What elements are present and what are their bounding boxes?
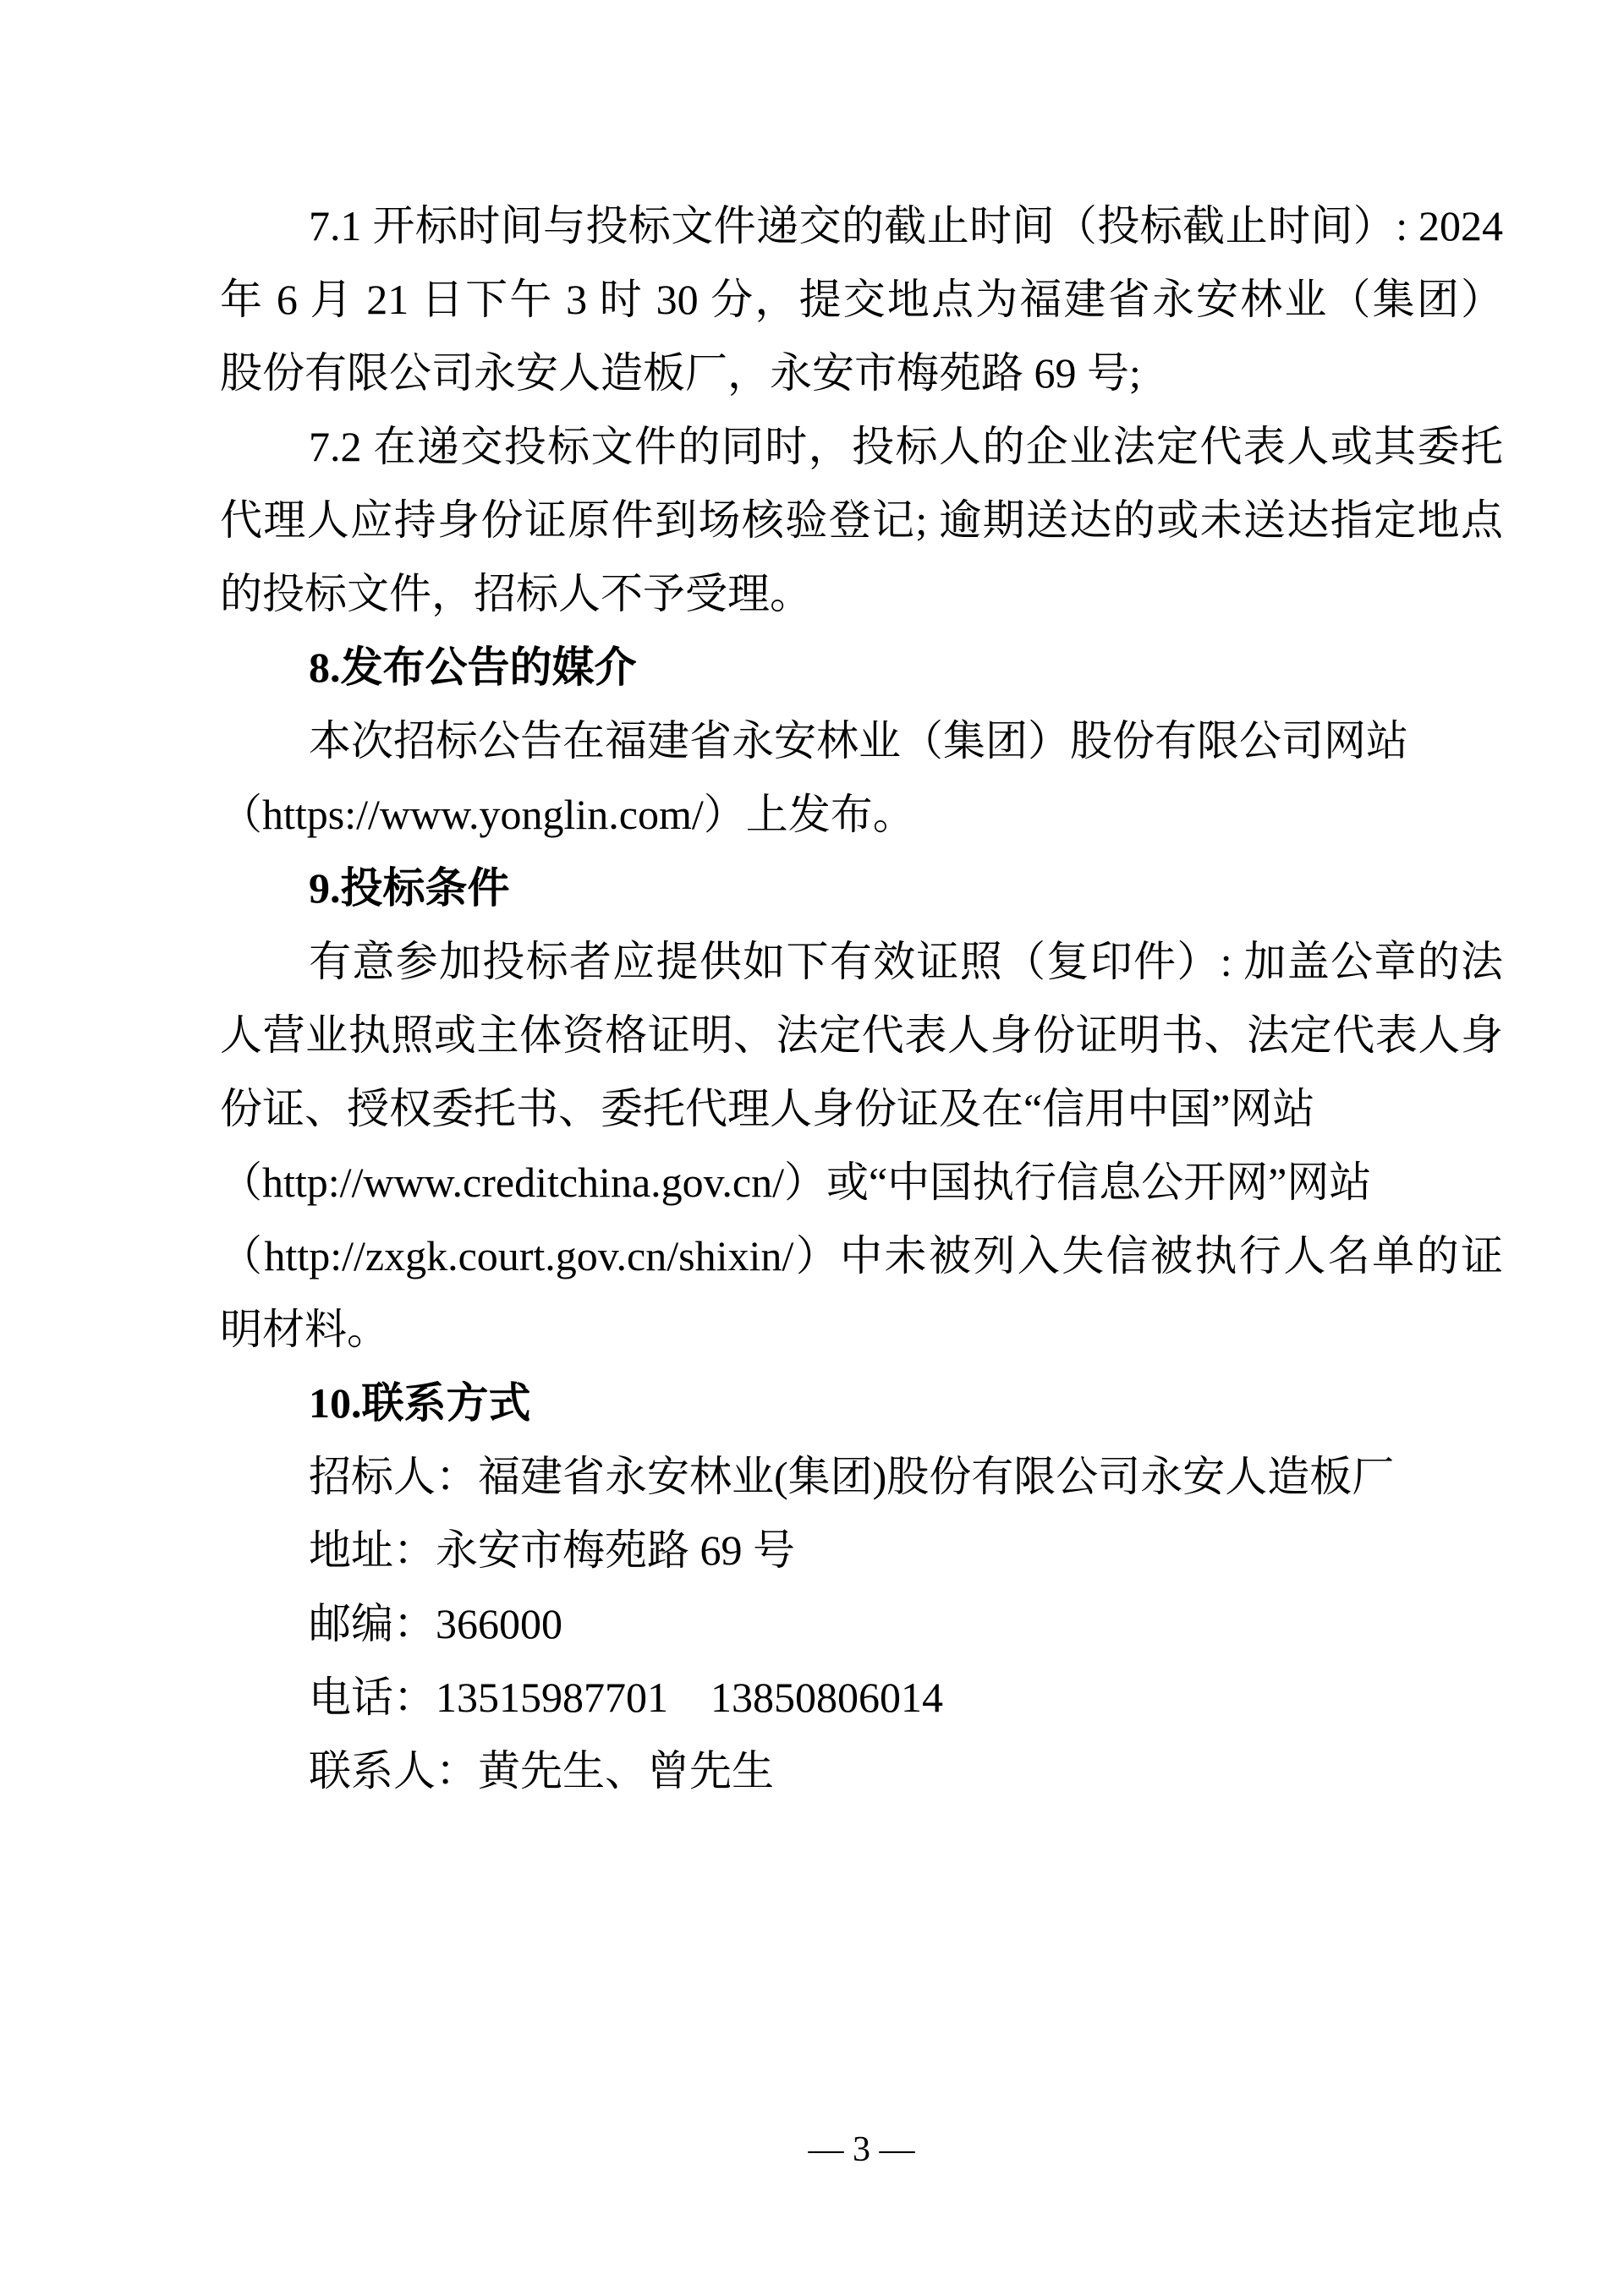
section-8-line: 本次招标公告在福建省永安林业（集团）股份有限公司网站 [309,717,1408,764]
clause-7-2-line: 代理人应持身份证原件到场核验登记; 逾期送达的或未送达指定地点 [220,496,1503,544]
heading-section-10: 10.联系方式 [309,1379,531,1427]
clause-7-1-line: 年 6 月 21 日下午 3 时 30 分，提交地点为福建省永安林业（集团） [220,276,1503,323]
section-9-line: 有意参加投标者应提供如下有效证照（复印件）: 加盖公章的法 [309,938,1503,985]
heading-section-9: 9.投标条件 [309,864,510,912]
contact-person-line: 联系人：黄先生、曾先生 [309,1747,774,1795]
section-9-line: 人营业执照或主体资格证明、法定代表人身份证明书、法定代表人身 [220,1011,1503,1059]
contact-postcode-line: 邮编：366000 [309,1600,562,1647]
page-number: — 3 — [808,2130,915,2169]
contact-bidder-line: 招标人：福建省永安林业(集团)股份有限公司永安人造板厂 [309,1453,1395,1500]
section-9-line: 份证、授权委托书、委托代理人身份证及在“信用中国”网站 [220,1085,1315,1132]
document-body [220,189,1503,1808]
section-9-line: （http://www.creditchina.gov.cn/）或“中国执行信息公开网”网站 [220,1159,1372,1206]
contact-phone-line: 电话：13515987701 13850806014 [309,1674,943,1721]
clause-7-1-line: 7.1 开标时间与投标文件递交的截止时间（投标截止时间）: 2024 [309,202,1503,249]
clause-7-1-line: 股份有限公司永安人造板厂，永安市梅苑路 69 号; [220,349,1141,397]
section-9-line: （http://zxgk.court.gov.cn/shixin/）中未被列入失信被执行人名单的证 [220,1232,1503,1280]
contact-address-line: 地址：永安市梅苑路 69 号 [309,1526,795,1574]
section-9-line: 明材料。 [220,1306,389,1353]
section-8-line: （https://www.yonglin.com/）上发布。 [220,791,915,838]
clause-7-2-line: 的投标文件，招标人不予受理。 [220,570,812,617]
heading-section-8: 8.发布公告的媒介 [309,644,637,691]
clause-7-2-line: 7.2 在递交投标文件的同时，投标人的企业法定代表人或其委托 [309,423,1503,470]
